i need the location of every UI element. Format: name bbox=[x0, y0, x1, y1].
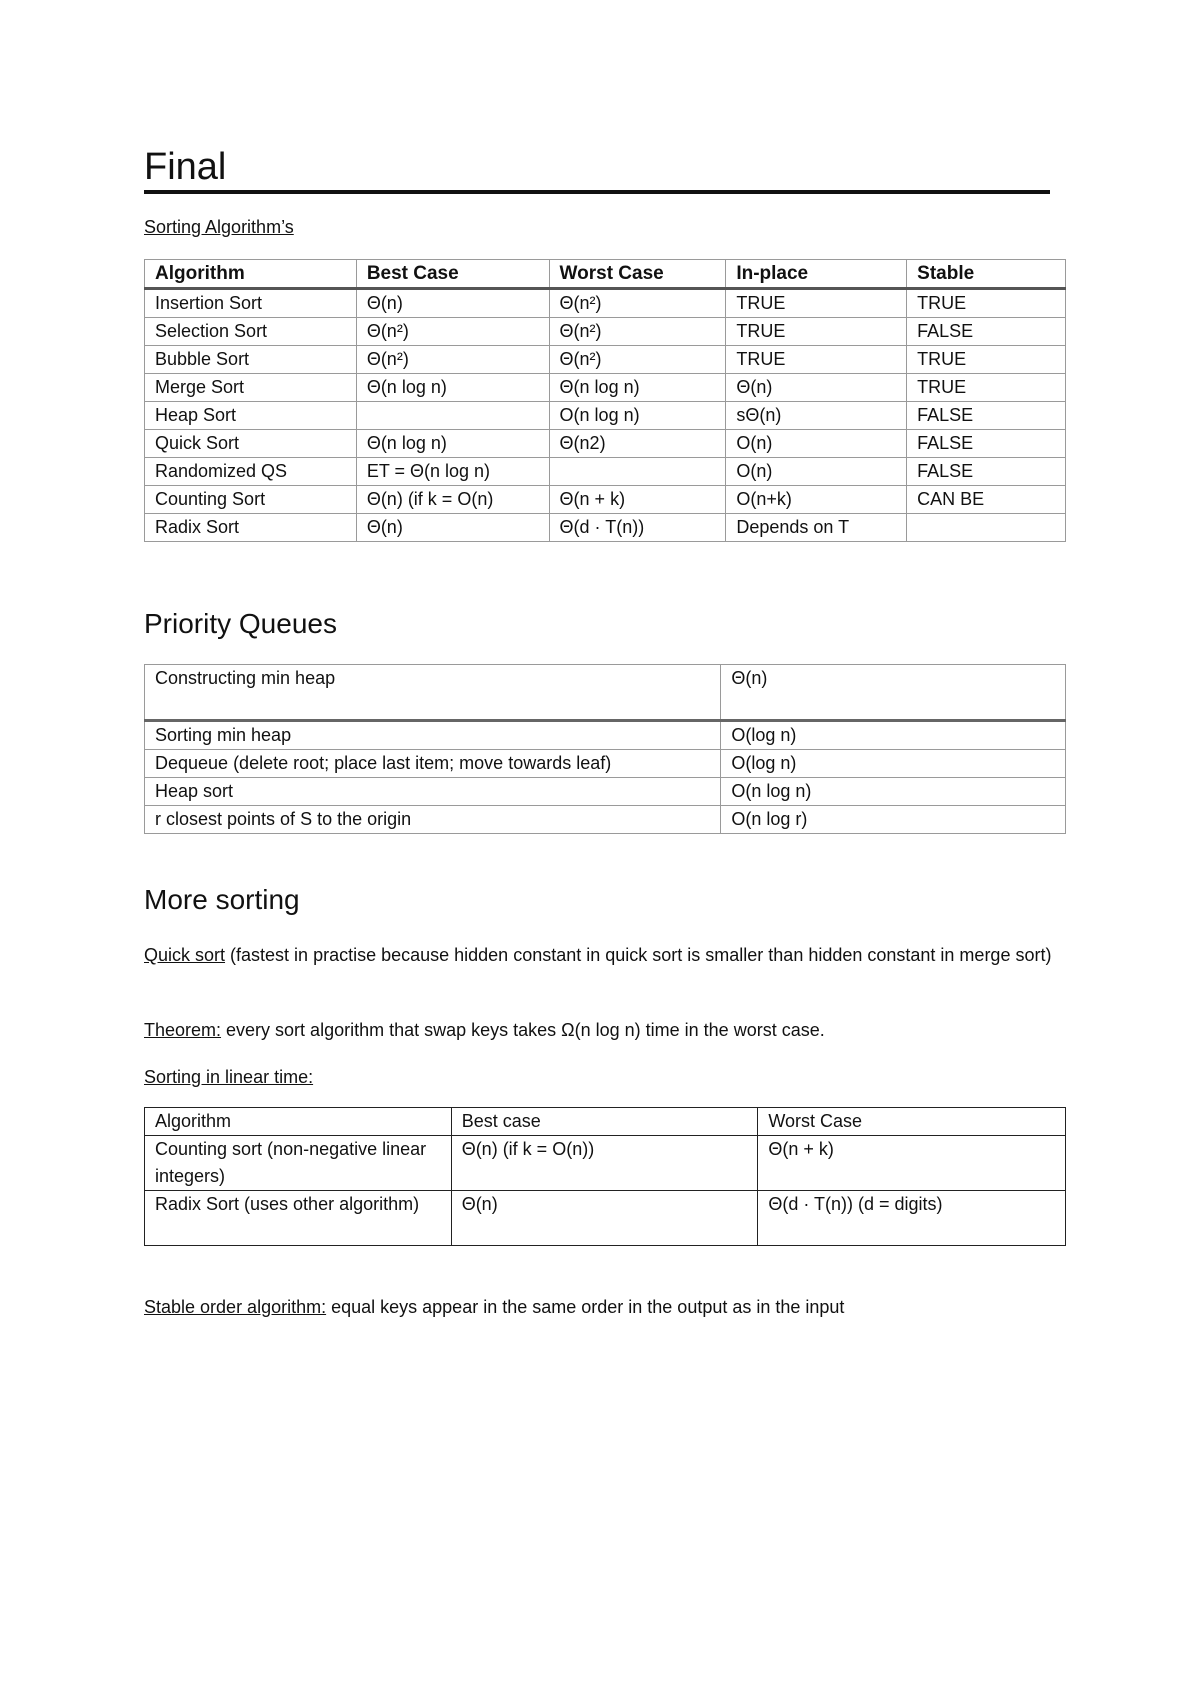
table-cell: Θ(n²) bbox=[356, 318, 549, 346]
table-cell: Θ(d · T(n)) bbox=[549, 514, 726, 542]
table-row bbox=[145, 318, 1066, 346]
table-cell: Depends on T bbox=[726, 514, 907, 542]
table-cell: Θ(n) bbox=[726, 374, 907, 402]
table-cell: Θ(n²) bbox=[549, 289, 726, 318]
linear-time-paragraph bbox=[144, 1063, 1066, 1092]
table-cell: Θ(n) bbox=[721, 665, 1066, 721]
table-cell: Θ(n2) bbox=[549, 430, 726, 458]
table-cell: Θ(n) (if k = O(n)) bbox=[451, 1136, 758, 1191]
table-row bbox=[145, 750, 1066, 778]
table-cell: TRUE bbox=[907, 374, 1066, 402]
table-row bbox=[145, 402, 1066, 430]
table-row bbox=[145, 721, 1066, 750]
term-label: Sorting in linear time: bbox=[144, 1067, 314, 1087]
table-cell: O(n) bbox=[726, 458, 907, 486]
column-header: Worst Case bbox=[549, 260, 726, 289]
table-row bbox=[145, 778, 1066, 806]
theorem-paragraph bbox=[144, 1016, 1066, 1045]
table-cell: Dequeue (delete root; place last item; move towards leaf) bbox=[145, 750, 721, 778]
paragraph-text: equal keys appear in the same order in the output as in the input bbox=[326, 1297, 845, 1317]
table-cell: O(n log n) bbox=[721, 778, 1066, 806]
sorting-table bbox=[144, 259, 1066, 542]
table-cell: ET = Θ(n log n) bbox=[356, 458, 549, 486]
table-cell: Randomized QS bbox=[145, 458, 357, 486]
table-cell: O(n+k) bbox=[726, 486, 907, 514]
table-cell: TRUE bbox=[726, 346, 907, 374]
table-cell: Θ(n + k) bbox=[758, 1136, 1066, 1191]
table-cell: Quick Sort bbox=[145, 430, 357, 458]
column-header: Best case bbox=[451, 1108, 758, 1136]
table-cell: TRUE bbox=[907, 289, 1066, 318]
table-cell: Θ(n) bbox=[356, 514, 549, 542]
table-row bbox=[145, 486, 1066, 514]
table-header-row bbox=[145, 260, 1066, 289]
column-header: Algorithm bbox=[145, 260, 357, 289]
table-cell: Sorting min heap bbox=[145, 721, 721, 750]
table-cell: O(n) bbox=[726, 430, 907, 458]
table-cell: Θ(n + k) bbox=[549, 486, 726, 514]
table-cell: sΘ(n) bbox=[726, 402, 907, 430]
term-label: Stable order algorithm: bbox=[144, 1297, 327, 1317]
section-heading: Priority Queues bbox=[144, 608, 337, 639]
table-row bbox=[145, 374, 1066, 402]
column-header: Worst Case bbox=[758, 1108, 1066, 1136]
table-header-row bbox=[145, 1108, 1066, 1136]
table-cell: Θ(n²) bbox=[549, 346, 726, 374]
table-cell: Θ(n²) bbox=[356, 346, 549, 374]
table-cell: O(n log r) bbox=[721, 806, 1066, 834]
table-row bbox=[145, 1136, 1066, 1191]
table-cell: Θ(n) bbox=[451, 1191, 758, 1246]
table-cell: FALSE bbox=[907, 430, 1066, 458]
table-cell: TRUE bbox=[726, 289, 907, 318]
table-cell: Heap sort bbox=[145, 778, 721, 806]
section-heading: More sorting bbox=[144, 884, 300, 915]
column-header: Algorithm bbox=[145, 1108, 452, 1136]
quick-sort-paragraph bbox=[144, 941, 1066, 970]
column-header: Best Case bbox=[356, 260, 549, 289]
table-cell: Θ(d · T(n)) (d = digits) bbox=[758, 1191, 1066, 1246]
table-cell: O(log n) bbox=[721, 721, 1066, 750]
table-row bbox=[145, 346, 1066, 374]
table-cell: Θ(n) bbox=[356, 289, 549, 318]
column-header: Stable bbox=[907, 260, 1066, 289]
table-row bbox=[145, 514, 1066, 542]
table-cell bbox=[356, 402, 549, 430]
table-cell: O(log n) bbox=[721, 750, 1066, 778]
table-cell: r closest points of S to the origin bbox=[145, 806, 721, 834]
table-cell: Heap Sort bbox=[145, 402, 357, 430]
table-cell: Bubble Sort bbox=[145, 346, 357, 374]
table-row bbox=[145, 289, 1066, 318]
table-cell: Counting sort (non-negative linear integers) bbox=[145, 1136, 452, 1191]
term-label: Quick sort bbox=[144, 945, 226, 965]
paragraph-text: (fastest in practise because hidden constant in quick sort is smaller than hidden constant in merge sort) bbox=[225, 945, 1052, 965]
table-cell: TRUE bbox=[907, 346, 1066, 374]
table-cell: FALSE bbox=[907, 458, 1066, 486]
document-title: Final bbox=[144, 146, 1050, 194]
table-cell: Θ(n log n) bbox=[356, 430, 549, 458]
table-cell: Merge Sort bbox=[145, 374, 357, 402]
table-cell: Θ(n log n) bbox=[356, 374, 549, 402]
table-cell: TRUE bbox=[726, 318, 907, 346]
table-cell: O(n log n) bbox=[549, 402, 726, 430]
table-cell: FALSE bbox=[907, 402, 1066, 430]
section-subtitle: Sorting Algorithm’s bbox=[144, 217, 294, 237]
table-cell: Θ(n) (if k = O(n) bbox=[356, 486, 549, 514]
table-row bbox=[145, 1191, 1066, 1246]
table-row bbox=[145, 806, 1066, 834]
paragraph-text: every sort algorithm that swap keys takes Ω(n log n) time in the worst case. bbox=[221, 1020, 825, 1040]
table-cell: Constructing min heap bbox=[145, 665, 721, 721]
table-row bbox=[145, 665, 1066, 721]
table-cell: Radix Sort (uses other algorithm) bbox=[145, 1191, 452, 1246]
column-header: In-place bbox=[726, 260, 907, 289]
table-cell: Radix Sort bbox=[145, 514, 357, 542]
table-cell: CAN BE bbox=[907, 486, 1066, 514]
linear-sort-table bbox=[144, 1107, 1066, 1246]
table-cell: Counting Sort bbox=[145, 486, 357, 514]
table-cell: Insertion Sort bbox=[145, 289, 357, 318]
table-cell bbox=[549, 458, 726, 486]
table-row bbox=[145, 458, 1066, 486]
table-cell: Selection Sort bbox=[145, 318, 357, 346]
table-cell: Θ(n²) bbox=[549, 318, 726, 346]
stable-order-paragraph bbox=[144, 1293, 1066, 1322]
table-cell bbox=[907, 514, 1066, 542]
table-row bbox=[145, 430, 1066, 458]
table-cell: FALSE bbox=[907, 318, 1066, 346]
table-cell: Θ(n log n) bbox=[549, 374, 726, 402]
priority-queue-table bbox=[144, 664, 1066, 834]
term-label: Theorem: bbox=[144, 1020, 222, 1040]
